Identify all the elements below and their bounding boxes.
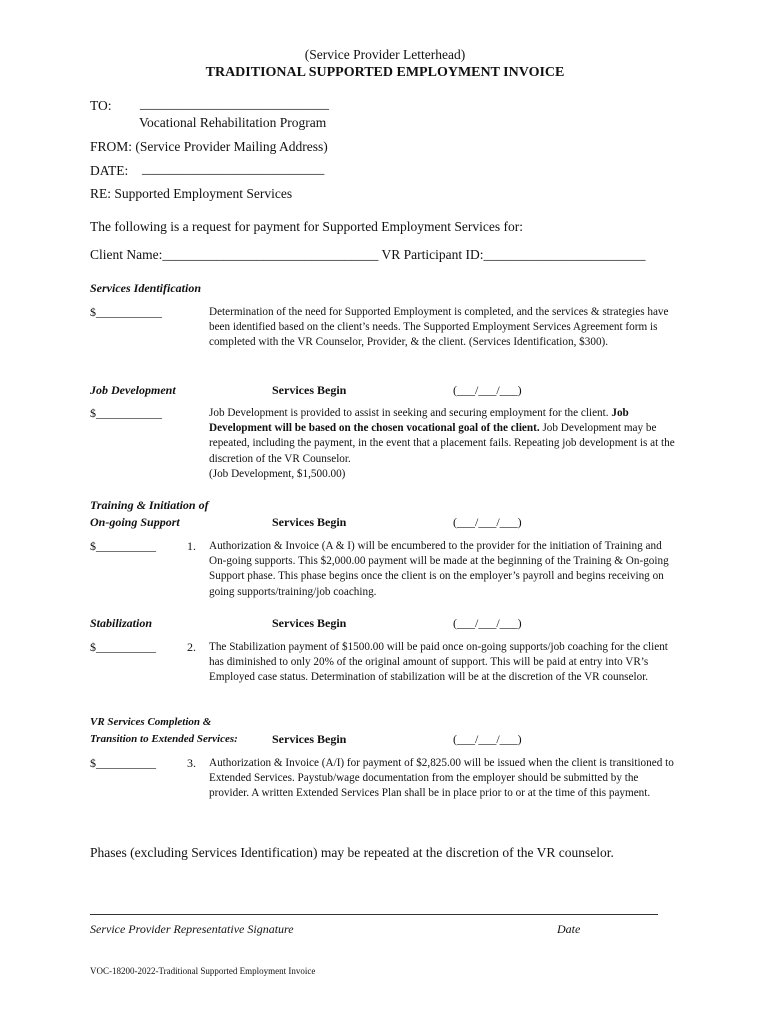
job-development-rest-text: Job Development may be repeated, including the payment, in the event that a placement fails. Repeating job development is at the discretion of the VR Counselor. <box>209 422 675 465</box>
job-development-heading: Job Development <box>90 383 176 397</box>
training-amount[interactable]: $__________ <box>90 539 156 553</box>
page-title: TRADITIONAL SUPPORTED EMPLOYMENT INVOICE <box>205 65 565 80</box>
job-development-description <box>209 406 679 482</box>
stabilization-description: The Stabilization payment of $1500.00 will be paid once on-going supports/job coaching for the client has diminished to only 20% of the original amount of support. This will be paid at entry into VR’s Employed case status. Determination of stabilization will be at the discretion of the VR counselor. <box>209 641 668 684</box>
job-development-bold-text: Job Development will be based on the chosen vocational goal of the client. <box>209 407 629 435</box>
stabilization-number: 2. <box>187 640 196 654</box>
signature-label: Service Provider Representative Signature <box>90 922 294 936</box>
stabilization-services-begin: Services Begin <box>272 616 347 630</box>
client-name-line[interactable]: Client Name:________________________________ VR Participant ID:________________________ <box>90 247 646 262</box>
to-blank-line[interactable]: ____________________________ <box>140 96 329 111</box>
signature-line[interactable] <box>90 914 658 915</box>
job-development-amount-note: (Job Development, $1,500.00) <box>209 467 346 480</box>
form-id-footer: VOC-18200-2022-Traditional Supported Employment Invoice <box>90 966 316 976</box>
services-identification-amount[interactable]: $___________ <box>90 305 162 319</box>
completion-amount[interactable]: $__________ <box>90 756 156 770</box>
completion-date-blank[interactable]: (___/___/___) <box>453 732 522 746</box>
request-text: The following is a request for payment for Supported Employment Services for: <box>90 219 524 234</box>
completion-heading-line1: VR Services Completion & <box>90 716 212 728</box>
job-development-amount[interactable]: $___________ <box>90 406 162 420</box>
to-program: Vocational Rehabilitation Program <box>139 115 327 130</box>
stabilization-heading: Stabilization <box>90 616 153 630</box>
services-identification-description: Determination of the need for Supported Employment is completed, and the services & strategies have been identified based on the client’s needs. The Supported Employment Services Agreement form is completed with the VR Counselor, Provider, & the client. (Services Identification, $300). <box>209 306 669 349</box>
date-label: DATE: <box>90 163 129 178</box>
re-line: RE: Supported Employment Services <box>90 186 293 201</box>
services-identification-heading: Services Identification <box>90 281 201 295</box>
job-development-line1: Job Development is provided to assist in seeking and securing employment for the client. <box>209 407 609 419</box>
signature-date-label: Date <box>557 922 581 936</box>
completion-description: Authorization & Invoice (A/I) for payment of $2,825.00 will be issued when the client is transitioned to Extended Services. Paystub/wage documentation from the employer should be submitted by the provider. A written Extended Services Plan shall be in place prior to or at the time of this payment. <box>209 757 674 800</box>
training-services-begin: Services Begin <box>272 515 347 529</box>
job-development-services-begin: Services Begin <box>272 383 347 397</box>
letterhead-placeholder: (Service Provider Letterhead) <box>304 47 466 62</box>
stabilization-date-blank[interactable]: (___/___/___) <box>453 616 522 630</box>
stabilization-amount[interactable]: $__________ <box>90 640 156 654</box>
from-line: FROM: (Service Provider Mailing Address) <box>90 139 328 154</box>
training-date-blank[interactable]: (___/___/___) <box>453 515 522 529</box>
training-number: 1. <box>187 539 196 553</box>
phases-note: Phases (excluding Services Identification) may be repeated at the discretion of the VR counselor. <box>90 845 614 860</box>
training-heading-line1: Training & Initiation of <box>90 498 209 512</box>
training-description: Authorization & Invoice (A & I) will be encumbered to the provider for the initiation of Training and On-going supports. This $2,000.00 payment will be made at the beginning of the Training & On-going Support phase. This phase begins once the client is on the employer’s payroll and begins receiving on going supports/training/job coaching. <box>209 540 669 598</box>
completion-number: 3. <box>187 756 196 770</box>
training-heading-line2: On-going Support <box>90 515 180 529</box>
job-development-date-blank[interactable]: (___/___/___) <box>453 383 522 397</box>
date-blank-line[interactable]: ___________________________ <box>142 161 325 176</box>
completion-services-begin: Services Begin <box>272 732 347 746</box>
completion-heading-line2: Transition to Extended Services: <box>90 733 238 745</box>
to-label: TO: <box>90 98 112 113</box>
